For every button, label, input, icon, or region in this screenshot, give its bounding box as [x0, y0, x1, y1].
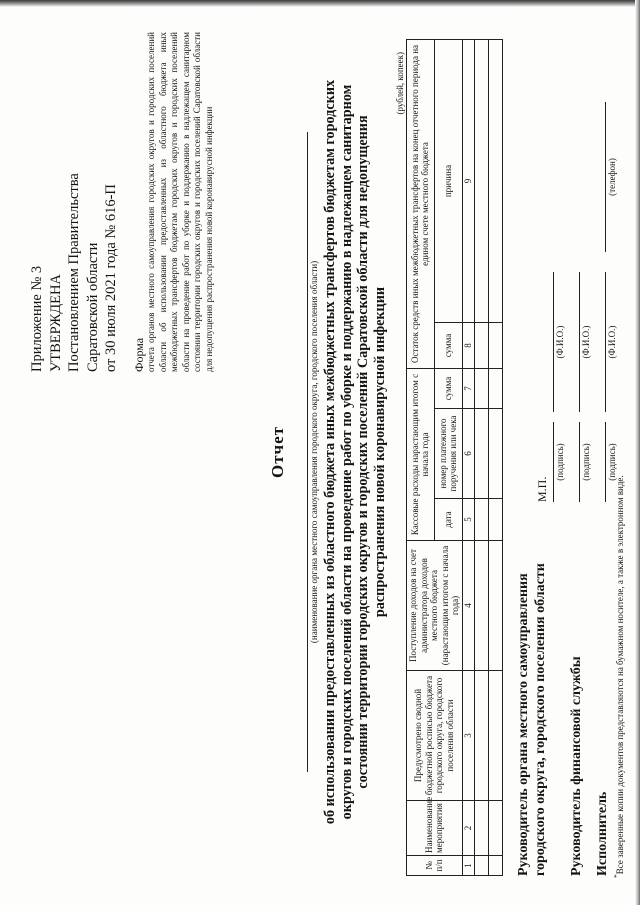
head-name-line	[552, 272, 554, 412]
header-planned: Предусмотрено сводной бюджетной росписью бюджета городского округа, городского поселения области	[407, 671, 463, 801]
table-cell	[474, 322, 488, 368]
head-title-line2: городского округа, городского поселения области	[533, 563, 548, 876]
rotated-document-sheet	[10, 12, 630, 892]
report-table	[406, 39, 503, 876]
executor-signature-line	[604, 422, 606, 502]
finance-signature-caption: (подпись)	[581, 443, 591, 481]
table-cell	[488, 856, 502, 876]
finance-name-caption: (Ф.И.О.)	[581, 325, 591, 359]
table-cell	[474, 856, 488, 876]
table-cell	[474, 39, 488, 322]
organization-name-line	[306, 132, 308, 772]
executor-title: Исполнитель	[595, 791, 610, 876]
finance-name-line	[578, 272, 580, 412]
executor-name-line	[604, 272, 606, 412]
executor-phone-line	[604, 102, 606, 252]
header-event-name: Наименование мероприятия	[407, 801, 463, 856]
form-description	[132, 32, 216, 372]
form-text: отчета органов местного самоуправления городских округов и городских поселений области об использовании предоставленных из областного бюджета иных межбюджетных трансфертов бюджетам городских округов и городских поселений области на проведение работ по уборке и поддержанию в надлежащем санитарном состоянии территории городских округов и городских поселений Саратовской области для недопущения распространения новой коронавирусной инфекции	[146, 32, 214, 372]
head-title-line1: Руководитель органа местного самоуправления	[516, 573, 531, 876]
executor-phone-caption: (телефон)	[607, 158, 617, 196]
column-numbers-row	[462, 39, 474, 875]
table-row-empty	[474, 39, 488, 875]
table-cell	[488, 801, 502, 856]
table-cell	[488, 409, 502, 499]
table-cell	[488, 541, 502, 671]
resolution-text: Постановлением Правительства	[66, 173, 82, 372]
head-signature-caption: (подпись)	[555, 443, 565, 481]
column-number: 4	[462, 541, 474, 671]
header-balance-sum: сумма	[434, 322, 462, 368]
executor-signature-caption: (подпись)	[607, 443, 617, 481]
organization-name-caption: (наименование органа местного самоуправления городского округа, городского поселения области)	[309, 260, 319, 644]
stamp-place: М.П.	[535, 476, 549, 502]
column-number: 3	[462, 671, 474, 801]
table-cell	[488, 322, 502, 368]
column-number: 1	[462, 856, 474, 876]
header-cash-date: дата	[434, 499, 462, 541]
table-cell	[488, 39, 502, 322]
footnote	[612, 58, 625, 878]
executor-name-caption: (Ф.И.О.)	[607, 325, 617, 359]
header-num: № п/п	[407, 856, 463, 876]
table-cell	[474, 409, 488, 499]
column-number: 2	[462, 801, 474, 856]
finance-signature-line	[578, 422, 580, 502]
units-note: (рублей, копеек)	[395, 52, 405, 115]
report-heading: об использовании предоставленных из областного бюджета иных межбюджетных трансфертов бюджетам городских округов и городских поселений области на проведение работ по уборке и поддержанию в надлежащем санитарном состоянии территории городских округов и городских поселений Саратовской области для недопущения распространения новой коронавирусной инфекции	[322, 79, 388, 825]
form-label: Форма	[132, 337, 146, 372]
column-number: 9	[462, 39, 474, 322]
header-cash-expenses: Кассовые расходы нарастающим итогом с начала года	[407, 368, 435, 540]
column-number: 8	[462, 322, 474, 368]
table-cell	[474, 499, 488, 541]
head-signatory-title	[515, 563, 549, 876]
header-balance: Остаток средств иных межбюджетных трансфертов на конец отчетного периода на едином счете местного бюджета	[407, 39, 435, 368]
table-cell	[474, 368, 488, 408]
region-text: Саратовской области	[84, 242, 101, 372]
footnote-marker: *	[612, 874, 621, 878]
column-number: 5	[462, 499, 474, 541]
table-cell	[488, 499, 502, 541]
table-cell	[474, 801, 488, 856]
report-title: Отчет	[268, 425, 287, 479]
table-cell	[488, 671, 502, 801]
column-number: 7	[462, 368, 474, 408]
approval-block	[28, 32, 121, 372]
header-cash-document: номер платежного поручения или чека	[434, 409, 462, 499]
appendix-number: Приложение № 3	[29, 265, 45, 372]
scan-shadow-right	[635, 0, 640, 905]
resolution-date-number: от 30 июля 2021 года № 616-П	[103, 184, 119, 372]
table-cell	[488, 368, 502, 408]
column-number: 6	[462, 409, 474, 499]
scan-shadow-top	[0, 0, 640, 7]
head-name-caption: (Ф.И.О.)	[555, 325, 565, 359]
table-cell	[474, 541, 488, 671]
header-cash-sum: сумма	[434, 368, 462, 408]
table-cell	[474, 671, 488, 801]
head-signature-line	[552, 422, 554, 502]
table-row-empty	[488, 39, 502, 875]
footnote-text: Все заверенные копии документов представляются на бумажном носителе, а также в электронном виде.	[615, 475, 625, 875]
finance-signatory-title: Руководитель финансовой службы	[569, 656, 584, 876]
approved-stamp-text: УТВЕРЖДЕНА	[47, 274, 64, 372]
header-balance-reason: причина	[434, 39, 462, 322]
header-receipts: Поступление доходов на счет администратора доходов местного бюджета (нарастающим итогом с начала года)	[407, 541, 463, 671]
